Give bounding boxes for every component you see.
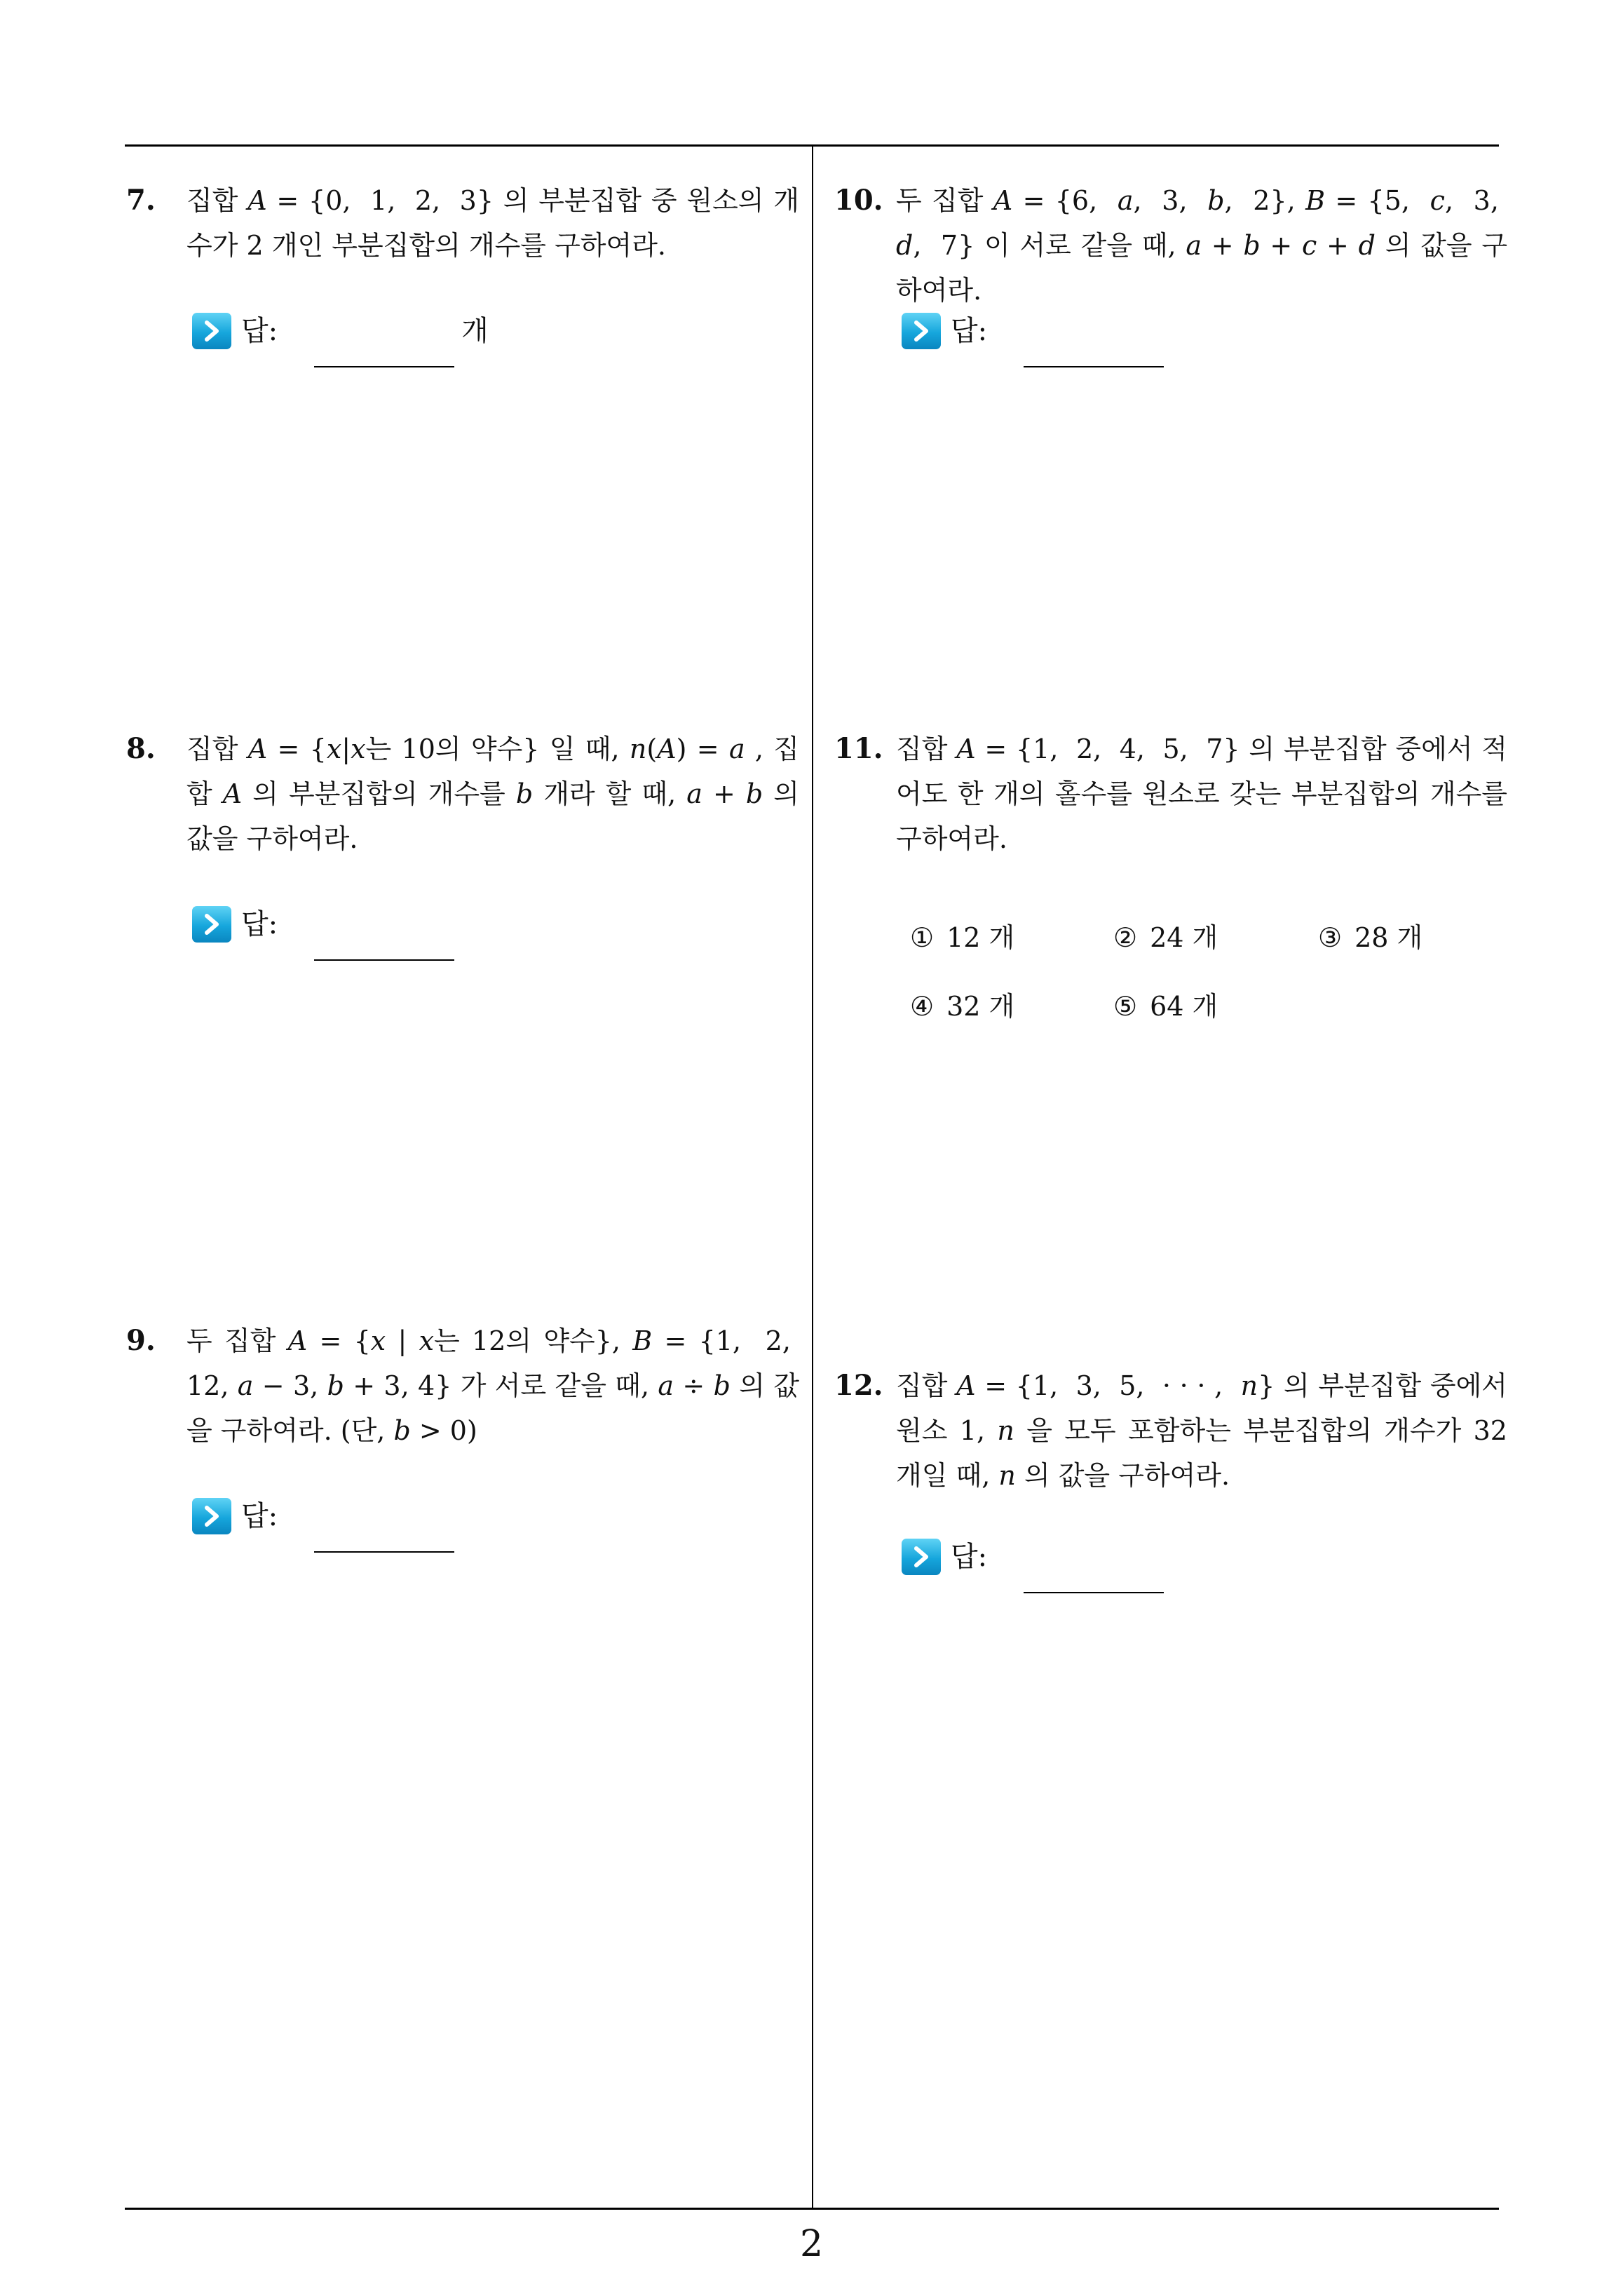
- problem-number: 10.: [834, 184, 883, 217]
- problem-body: [186, 178, 799, 268]
- answer-label: 답:: [241, 1500, 278, 1532]
- answer-blank[interactable]: [1024, 1567, 1164, 1593]
- problem-body: [896, 178, 1507, 313]
- chevron-right-icon: [902, 313, 941, 349]
- answer-blank[interactable]: [314, 341, 454, 367]
- choice-4[interactable]: ④ 32 개: [910, 991, 1015, 1022]
- answer-area: [902, 310, 1164, 352]
- answer-area: [192, 903, 454, 945]
- choice-2[interactable]: ② 24 개: [1113, 922, 1218, 953]
- answer-blank[interactable]: [314, 1526, 454, 1553]
- chevron-right-icon: [192, 1498, 231, 1534]
- answer-area: [192, 310, 489, 352]
- choice-1[interactable]: ① 12 개: [910, 922, 1015, 953]
- problem-number: 9.: [126, 1324, 156, 1357]
- problem-body: [186, 727, 799, 861]
- problem-body: [186, 1318, 799, 1453]
- answer-blank[interactable]: [314, 934, 454, 961]
- chevron-right-icon: [192, 906, 231, 943]
- column-divider: [812, 144, 813, 2209]
- answer-blank[interactable]: [1024, 341, 1164, 367]
- choice-3[interactable]: ③ 28 개: [1318, 922, 1423, 953]
- problem-number: 7.: [126, 184, 156, 217]
- problem-text: 집합 A = {0, 1, 2, 3} 의 부분집합 중 원소의 개수가 2 개인 부분집합의 개수를 구하여라.: [186, 185, 800, 261]
- answer-label: 답:: [951, 315, 988, 347]
- chevron-right-icon: [192, 313, 231, 349]
- problem-number: 8.: [126, 732, 156, 765]
- problem-text: 집합 A = {1, 2, 4, 5, 7} 의 부분집합 중에서 적어도 한 개의 홀수를 원소로 갖는 부분집합의 개수를 구하여라.: [896, 734, 1508, 854]
- problem-body: [896, 727, 1507, 861]
- problem-text: 집합 A = {x|x는 10의 약수} 일 때, n(A) = a , 집합 A 의 부분집합의 개수를 b 개라 할 때, a + b 의 값을 구하여라.: [186, 734, 800, 854]
- problem-text: 두 집합 A = {6, a, 3, b, 2}, B = {5, c, 3, d, 7} 이 서로 같을 때, a + b + c + d 의 값을 구하여라.: [896, 185, 1508, 306]
- answer-unit: 개: [461, 315, 489, 347]
- problem-number: 12.: [834, 1369, 883, 1402]
- problem-number: 11.: [834, 732, 883, 765]
- answer-label: 답:: [241, 315, 278, 347]
- bottom-rule: [125, 2208, 1499, 2210]
- answer-area: [902, 1536, 1164, 1578]
- problem-text: 집합 A = {1, 3, 5, · · · , n} 의 부분집합 중에서 원소 1, n 을 모두 포함하는 부분집합의 개수가 32 개일 때, n 의 값을 구하여라.: [896, 1370, 1507, 1491]
- problem-text: 두 집합 A = {x | x는 12의 약수}, B = {1, 2, 12, a − 3, b + 3, 4} 가 서로 같을 때, a ÷ b 의 값을 구하여라. (단, b > 0): [186, 1325, 800, 1446]
- page-number: 2: [799, 2223, 824, 2265]
- answer-label: 답:: [241, 908, 278, 940]
- chevron-right-icon: [902, 1539, 941, 1575]
- answer-label: 답:: [951, 1541, 988, 1573]
- answer-area: [192, 1495, 454, 1537]
- choice-5[interactable]: ⑤ 64 개: [1113, 991, 1218, 1022]
- problem-body: [896, 1363, 1507, 1498]
